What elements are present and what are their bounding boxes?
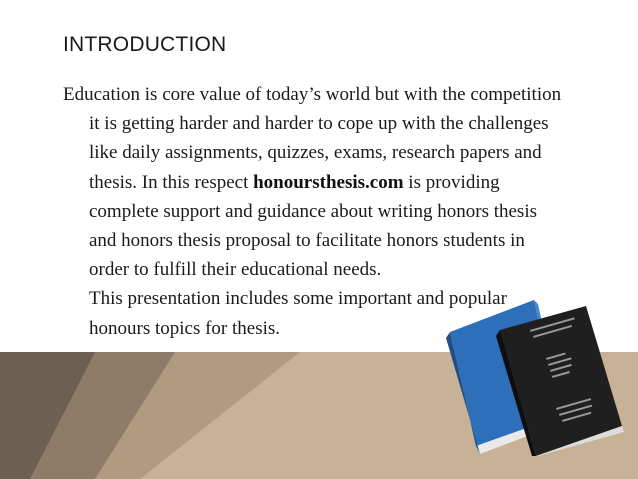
intro-text-start: Education is core value of today’s world but with the competition it is getting harder and harder to cope up with the challenges like daily assignments, quizzes, exams, research papers and thesis. In this respect bbox=[63, 84, 562, 193]
intro-paragraph bbox=[63, 80, 563, 284]
thesis-books-illustration bbox=[436, 296, 626, 456]
slide-title: INTRODUCTION bbox=[63, 33, 227, 56]
intro-text-end: is providing complete support and guidance about writing honors thesis and honors thesis proposal to facilitate honors students in order to fulfill their educational needs. bbox=[89, 171, 537, 281]
honoursthesis-link[interactable]: honoursthesis.com bbox=[253, 171, 404, 193]
presentation-note: This presentation includes some important and popular honours topics for thesis. bbox=[89, 288, 507, 339]
